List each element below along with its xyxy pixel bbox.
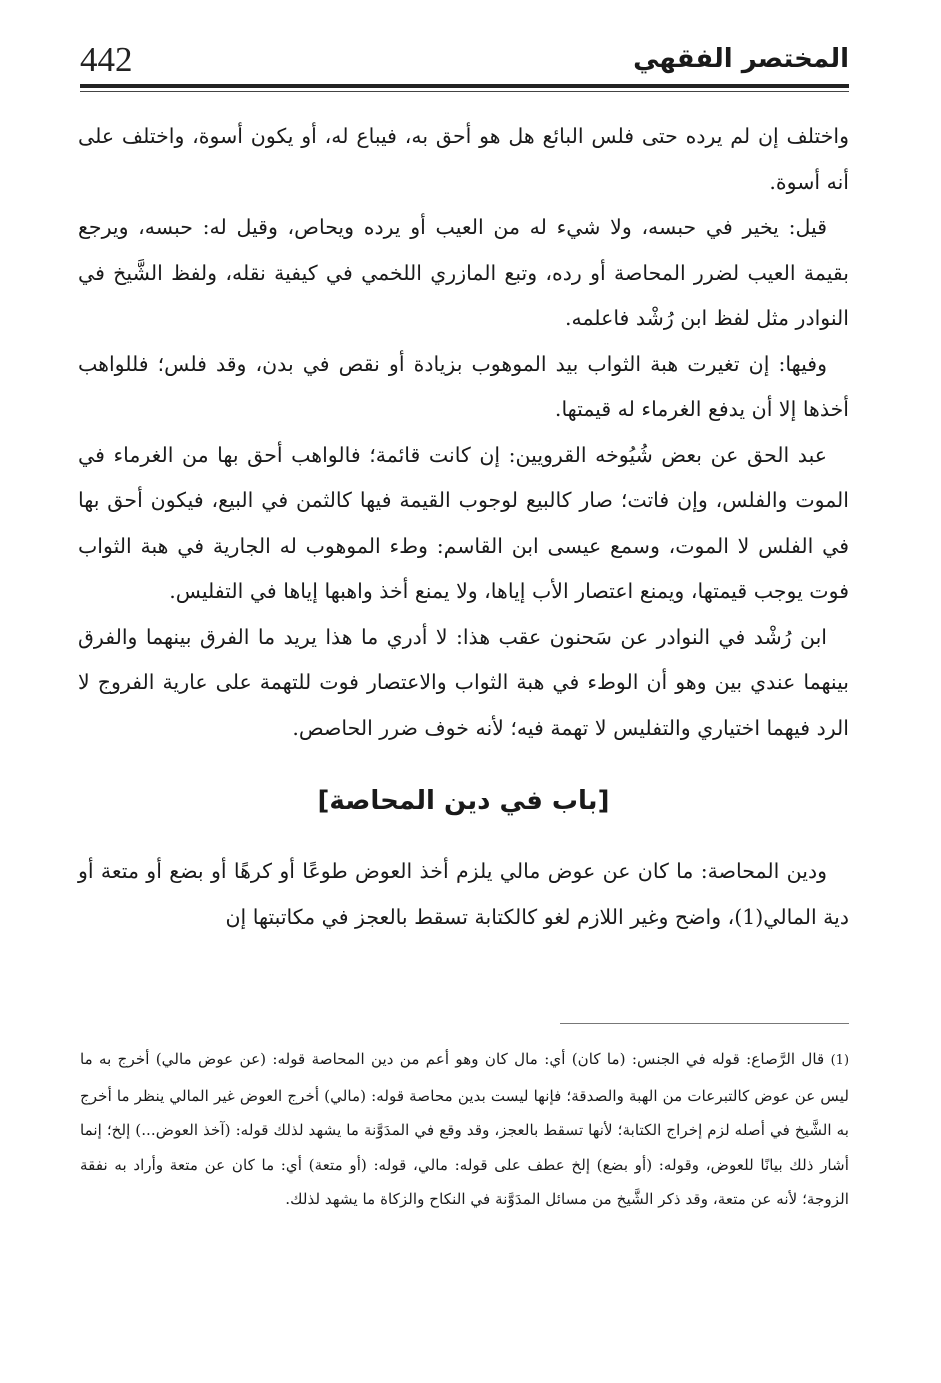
header-rule <box>80 84 849 88</box>
main-text <box>78 114 849 940</box>
page-number: 442 <box>80 40 133 79</box>
running-title: المختصر الفقهي <box>633 44 849 74</box>
paragraph-6: ودين المحاصة: ما كان عن عوض مالي يلزم أخذ العوض طوعًا أو كرهًا أو بضع أو متعة أو دية المالي(1)، واضح وغير اللازم لغو كالكتابة تسقط بالعجز في مكاتبتها إن <box>78 859 849 929</box>
paragraph-4: عبد الحق عن بعض شُيُوخه القرويين: إن كانت قائمة؛ فالواهب أحق بها من الغرماء في الموت والفلس، وإن فاتت؛ صار كالبيع لوجوب القيمة فيها كالثمن في البيع، فيكون أحق بها في الفلس لا الموت، وسمع عيسى ابن القاسم: وطء الموهوب له الجارية في هبة الثواب فوت يوجب قيمتها، ويمنع اعتصار الأب إياها، ولا يمنع أخذ واهبها إياها في التفليس. <box>78 442 849 603</box>
page-header <box>80 34 849 82</box>
footnotes <box>80 1042 849 1217</box>
section-heading: [باب في دين المحاصة] <box>317 786 610 816</box>
footnote-marker: (1) <box>830 1053 850 1068</box>
paragraph-2: قيل: يخير في حبسه، ولا شيء له من العيب أو يرده ويحاص، وقيل له: حبسه، ويرجع بقيمة العيب لضرر المحاصة أو رده، وتبع المازري اللخمي في كيفية نقله، ولفظ الشَّيخ في النوادر مثل لفظ ابن رُشْد فاعلمه. <box>78 215 849 330</box>
paragraph-1: واختلف إن لم يرده حتى فلس البائع هل هو أحق به، فيباع له، أو يكون أسوة، واختلف على أنه أسوة. <box>78 124 849 194</box>
paragraph-5: ابن رُشْد في النوادر عن سَحنون عقب هذا: لا أدري ما هذا يريد ما الفرق بينهما والفرق بينهما عندي بين وهو أن الوطء في هبة الثواب والاعتصار فوت للتهمة على عارية الفروج لا الرد فيهما اختياري والتفليس لا تهمة فيه؛ لأنه خوف ضرر الحاصص. <box>78 624 849 740</box>
header-rule-thin <box>80 91 849 92</box>
footnote-text: قال الرَّصاع: قوله في الجنس: (ما كان) أي: مال كان وهو أعم من دين المحاصة قوله: (عن عوض مالي) أخرج به ما ليس عن عوض كالتبرعات من الهبة والصدقة؛ فإنها ليست بدين محاصة قوله: (مالي) أخرج العوض غير المالي ينظر ما أخرج به الشَّيخ في أصله لزم إخراج الكتابة؛ لأنها تسقط بالعجز، وقد وقع في المدَوَّنة ما يشهد لذلك قوله: (آخذ العوض...) إلخ؛ إنما أشار ذلك بيانًا للعوض، وقوله: (أو بضع) إلخ عطف على قوله: مالي، قوله: (أو متعة) أي: ما كان عن متعة وأراد به نفقة الزوجة؛ لأنه عن متعة، وقد ذكر الشَّيخ من مسائل المدَوَّنة في النكاح والزكاة ما يشهد لذلك. <box>80 1050 849 1208</box>
footnote-separator <box>560 1023 849 1024</box>
paragraph-3: وفيها: إن تغيرت هبة الثواب بيد الموهوب بزيادة أو نقص في بدن، وقد فلس؛ فللواهب أخذها إلا أن يدفع الغرماء له قيمتها. <box>78 351 849 421</box>
footnote-1 <box>80 1042 849 1217</box>
